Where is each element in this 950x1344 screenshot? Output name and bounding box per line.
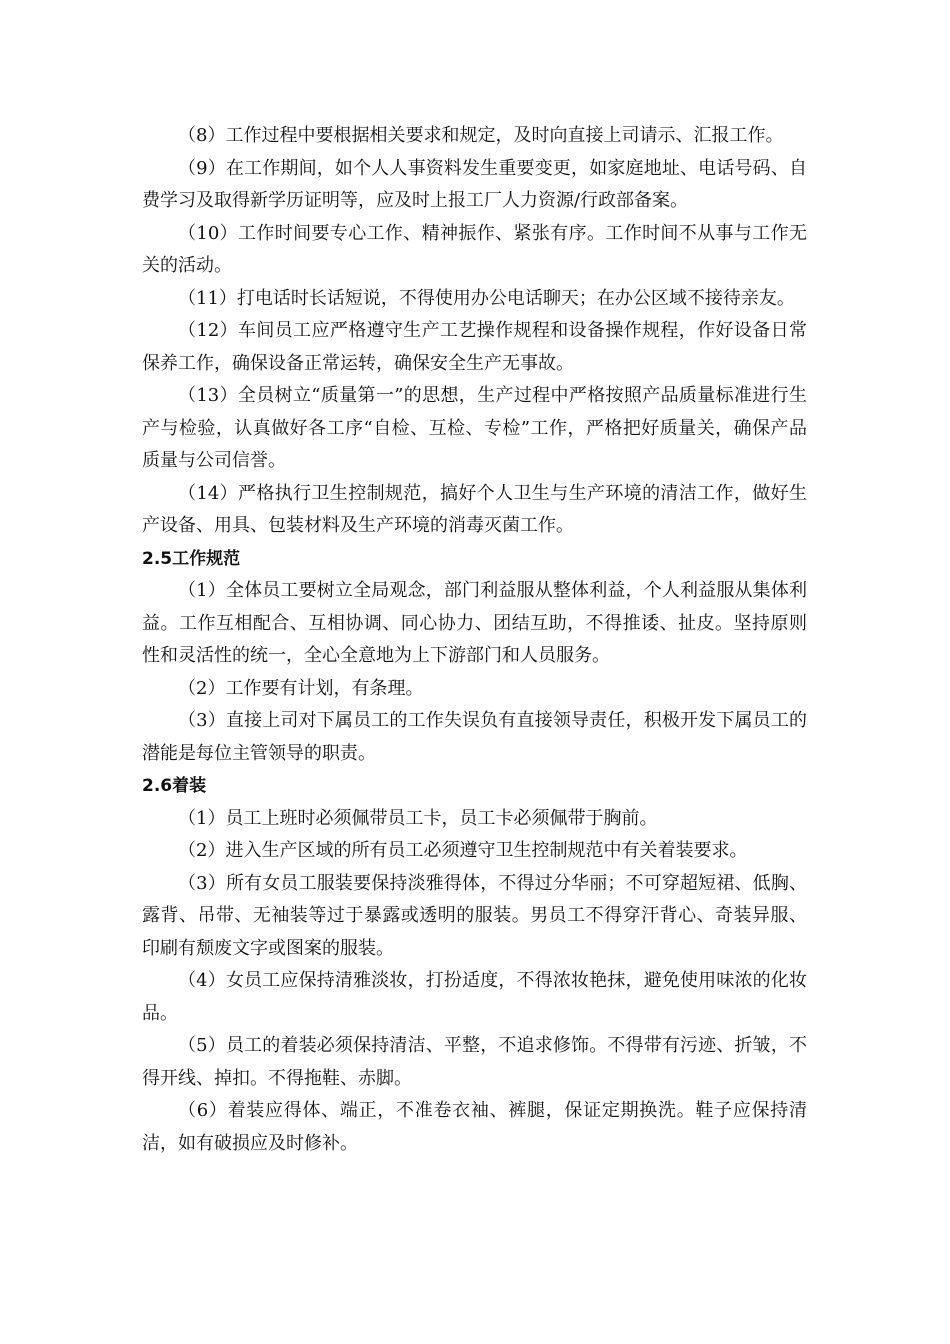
paragraph: （11）打电话时长话短说，不得使用办公电话聊天；在办公区域不接待亲友。 (178, 287, 795, 309)
paragraph: （10）工作时间要专心工作、精神振作、紧张有序。工作时间不从事与工作无关的活动。 (142, 222, 807, 276)
paragraph: （1）员工上班时必须佩带员工卡，员工卡必须佩带于胸前。 (178, 807, 658, 829)
paragraph: （6）着装应得体、端正，不准卷衣袖、裤腿，保证定期换洗。鞋子应保持清洁，如有破损应及时修补。 (142, 1100, 807, 1154)
paragraph: （3）所有女员工服装要保持淡雅得体，不得过分华丽；不可穿超短裙、低胸、露背、吊带、无袖装等过于暴露或透明的服装。男员工不得穿汗背心、奇装异服、印刷有颓废文字或图案的服装。 (142, 872, 807, 959)
section-heading: 2.5工作规范 (142, 548, 241, 569)
paragraph: （5）员工的着装必须保持清洁、平整，不追求修饰。不得带有污迹、折皱，不得开线、掉扣。不得拖鞋、赤脚。 (142, 1035, 807, 1089)
paragraph: （3）直接上司对下属员工的工作失误负有直接领导责任，积极开发下属员工的潜能是每位主管领导的职责。 (142, 710, 807, 764)
paragraph: （4）女员工应保持清雅淡妆，打扮适度，不得浓妆艳抹，避免使用味浓的化妆品。 (142, 970, 807, 1024)
paragraph: （12）车间员工应严格遵守生产工艺操作规程和设备操作规程，作好设备日常保养工作，确保设备正常运转，确保安全生产无事故。 (142, 320, 807, 374)
paragraph: （9）在工作期间，如个人人事资料发生重要变更，如家庭地址、电话号码、自费学习及取得新学历证明等，应及时上报工厂人力资源/行政部备案。 (142, 157, 807, 211)
paragraph: （2）进入生产区域的所有员工必须遵守卫生控制规范中有关着装要求。 (178, 840, 748, 861)
paragraph: （8）工作过程中要根据相关要求和规定，及时向直接上司请示、汇报工作。 (178, 125, 784, 146)
paragraph: （14）严格执行卫生控制规范，搞好个人卫生与生产环境的清洁工作，做好生产设备、用具、包装材料及生产环境的消毒灭菌工作。 (142, 482, 807, 536)
section-heading: 2.6着装 (142, 776, 207, 796)
paragraph: （2）工作要有计划，有条理。 (178, 677, 424, 699)
section-continuation (142, 120, 807, 543)
paragraph: （13）全员树立“质量第一”的思想，生产过程中严格按照产品质量标准进行生产与检验，认真做好各工序“自检、互检、专检”工作，严格把好质量关，确保产品质量与公司信誉。 (142, 385, 807, 471)
paragraph: （1）全体员工要树立全局观念，部门利益服从整体利益，个人利益服从集体利益。工作互相配合、互相协调、同心协力、团结互助，不得推诿、扯皮。坚持原则性和灵活性的统一，全心全意地为上下游部门和人员服务。 (142, 580, 807, 666)
section-work-standards (142, 543, 807, 771)
section-dress-code (142, 770, 807, 1160)
document-page (142, 120, 807, 1160)
